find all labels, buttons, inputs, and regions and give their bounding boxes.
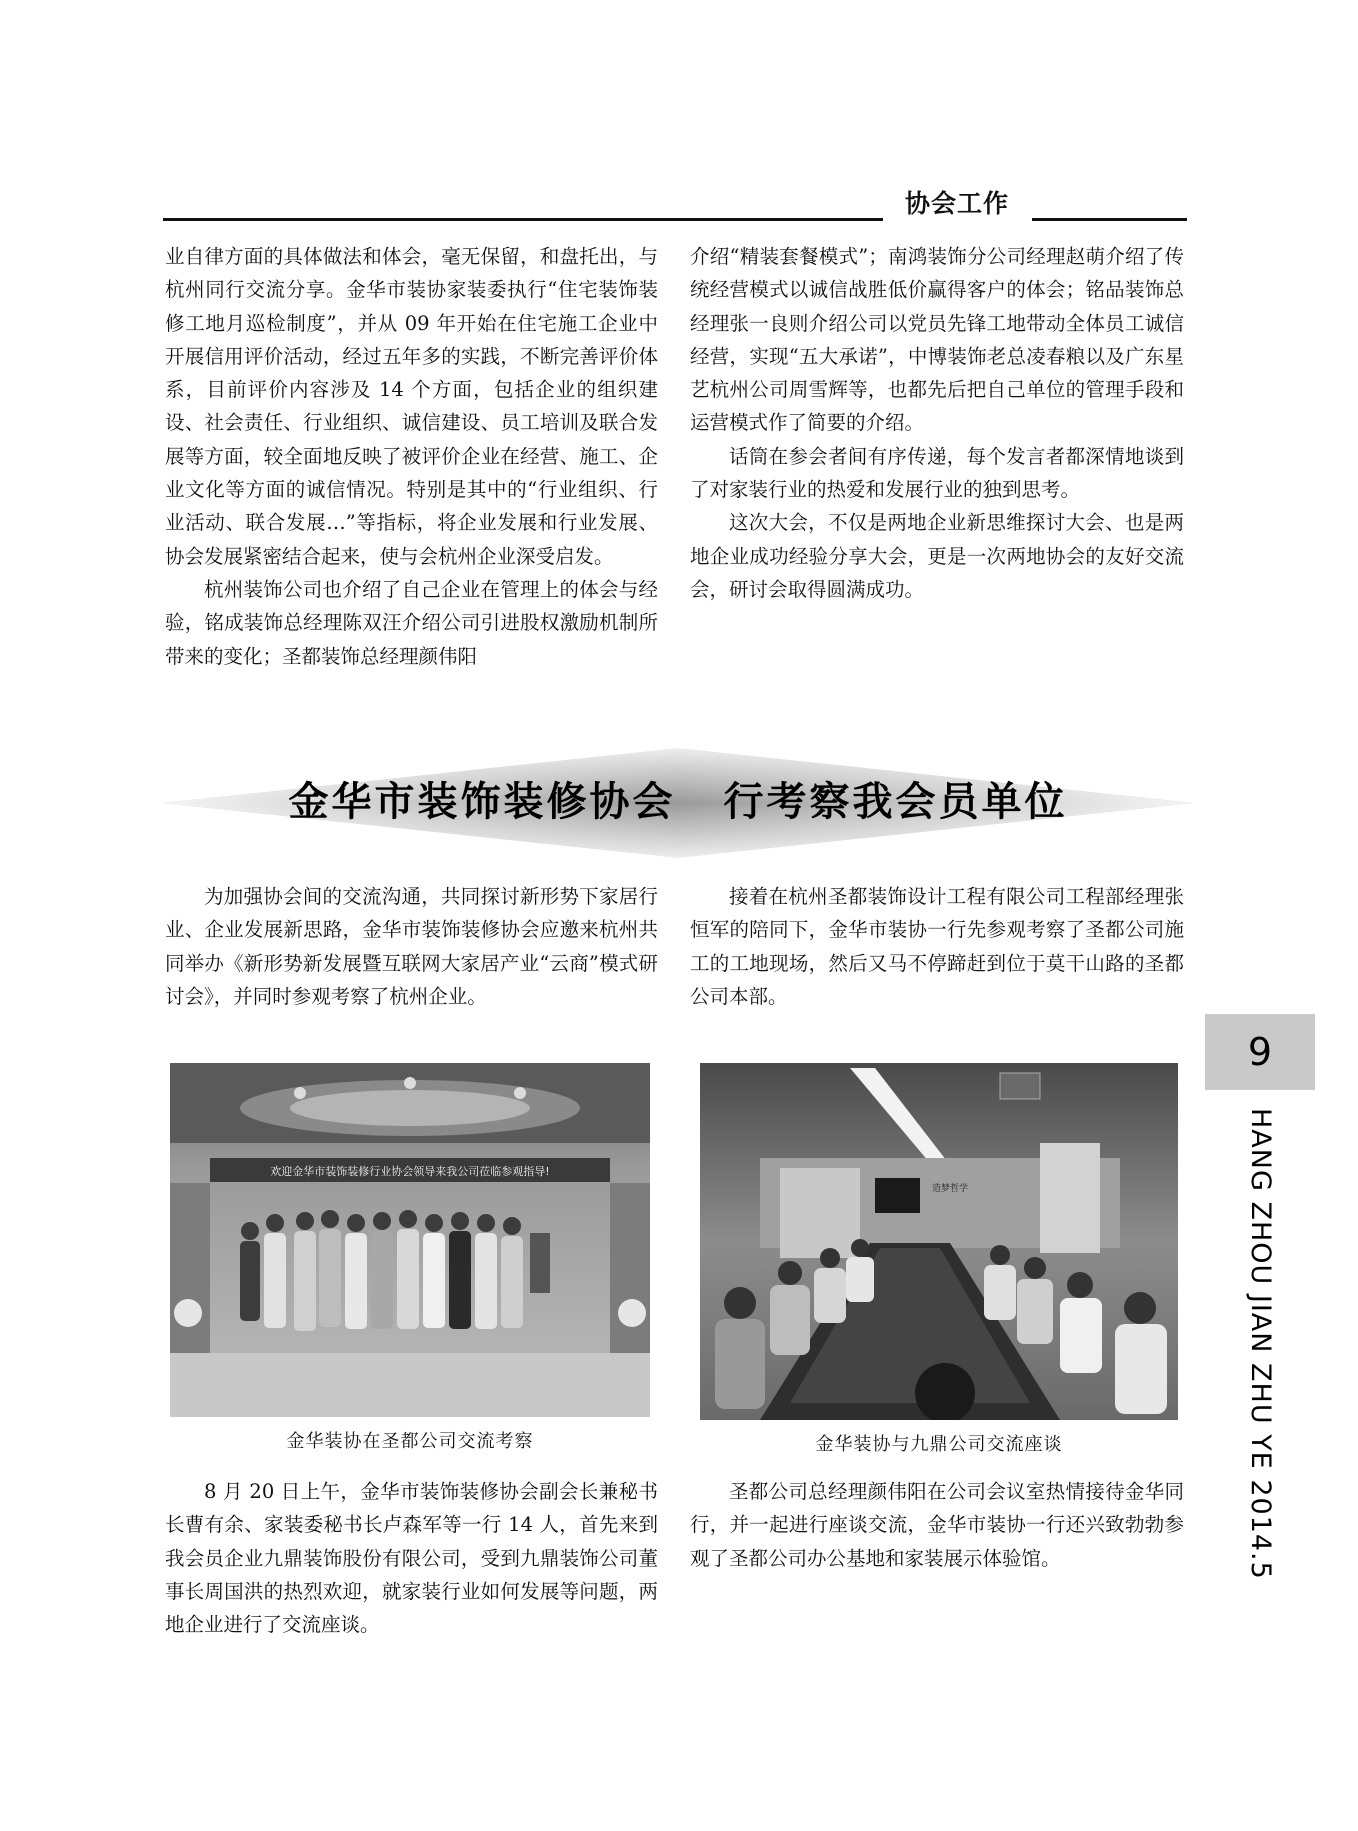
article2-intro-left [165, 880, 658, 1013]
photo-caption: 金华装协与九鼎公司交流座谈 [815, 1434, 1063, 1455]
article-title [163, 772, 1193, 832]
article1-column-right [690, 240, 1184, 606]
header-rule-left [163, 218, 883, 221]
article2-body-left [165, 1475, 658, 1641]
article2-body-right [690, 1475, 1184, 1575]
photo-banner-text: 欢迎金华市装饰装修行业协会领导来我公司莅临参观指导! [270, 1165, 550, 1178]
paragraph: 这次大会，不仅是两地企业新思维探讨大会、也是两地企业成功经验分享大会，更是一次两地协会的友好交流会，研讨会取得圆满成功。 [690, 511, 1184, 601]
paragraph: 介绍“精装套餐模式”；南鸿装饰分公司经理赵萌介绍了传统经营模式以诚信战胜低价赢得客户的体会；铭品装饰总经理张一良则介绍公司以党员先锋工地带动全体员工诚信经营，实现“五大承诺”，中博装饰老总凌春粮以及广东星艺杭州公司周雪辉等，也都先后把自己单位的管理手段和运营模式作了简要的介绍。 [690, 245, 1184, 435]
paragraph: 接着在杭州圣都装饰设计工程有限公司工程部经理张恒军的陪同下，金华市装协一行先参观考察了圣都公司施工的工地现场，然后又马不停蹄赶到位于莫干山路的圣都公司本部。 [690, 885, 1184, 1008]
header-rule-right [1032, 218, 1187, 221]
paragraph: 话筒在参会者间有序传递，每个发言者都深情地谈到了对家装行业的热爱和发展行业的独到思考。 [690, 444, 1184, 502]
paragraph: 杭州装饰公司也介绍了自己企业在管理上的体会与经验，铭成装饰总经理陈双汪介绍公司引进股权激励机制所带来的变化；圣都装饰总经理颜伟阳 [165, 577, 658, 668]
photo-meeting-room [700, 1063, 1178, 1420]
wall-sign-text: 造梦哲学 [931, 1184, 969, 1194]
paragraph: 为加强协会间的交流沟通，共同探讨新形势下家居行业、企业发展新思路，金华市装饰装修协会应邀来杭州共同举办《新形势新发展暨互联网大家居产业“云商”模式研讨会》，并同时参观考察了杭州企业。 [165, 885, 658, 1008]
article-title-part2: 行考察我会员单位 [723, 779, 1068, 825]
article-title-part1: 金华市装饰装修协会 [288, 779, 676, 825]
page-number: 9 [1205, 1014, 1315, 1090]
photo-caption: 金华装协在圣都公司交流考察 [286, 1431, 534, 1452]
article2-intro-right [690, 880, 1184, 1013]
photo-group-visit [170, 1063, 650, 1417]
paragraph: 业自律方面的具体做法和体会，毫无保留，和盘托出，与杭州同行交流分享。金华市装协家装委执行“住宅装饰装修工地月巡检制度”，并从 09 年开始在住宅施工企业中开展信用评价活动，经过五年多的实践，不断完善评价体系，目前评价内容涉及 14 个方面，包括企业的组织建设、社会责任、行业组织、诚信建设、员工培训及联合发展等方面，较全面地反映了被评价企业在经营、施工、企业文化等方面的诚信情况。特别是其中的“行业组织、行业活动、联合发展…”等指标，将企业发展和行业发展、协会发展紧密结合起来，使与会杭州企业深受启发。 [165, 245, 658, 568]
magazine-issue-label: HANG ZHOU JIAN ZHU YE 2014.5 [1245, 1108, 1276, 1580]
paragraph: 8 月 20 日上午，金华市装饰装修协会副会长兼秘书长曹有余、家装委秘书长卢森军等一行 14 人，首先来到我会员企业九鼎装饰股份有限公司，受到九鼎装饰公司董事长周国洪的热烈欢迎，就家装行业如何发展等问题，两地企业进行了交流座谈。 [165, 1480, 658, 1637]
paragraph: 圣都公司总经理颜伟阳在公司会议室热情接待金华同行，并一起进行座谈交流，金华市装协一行还兴致勃勃参观了圣都公司办公基地和家装展示体验馆。 [690, 1480, 1184, 1570]
section-title: 协会工作 [904, 189, 1009, 218]
article1-column-left [165, 240, 658, 673]
